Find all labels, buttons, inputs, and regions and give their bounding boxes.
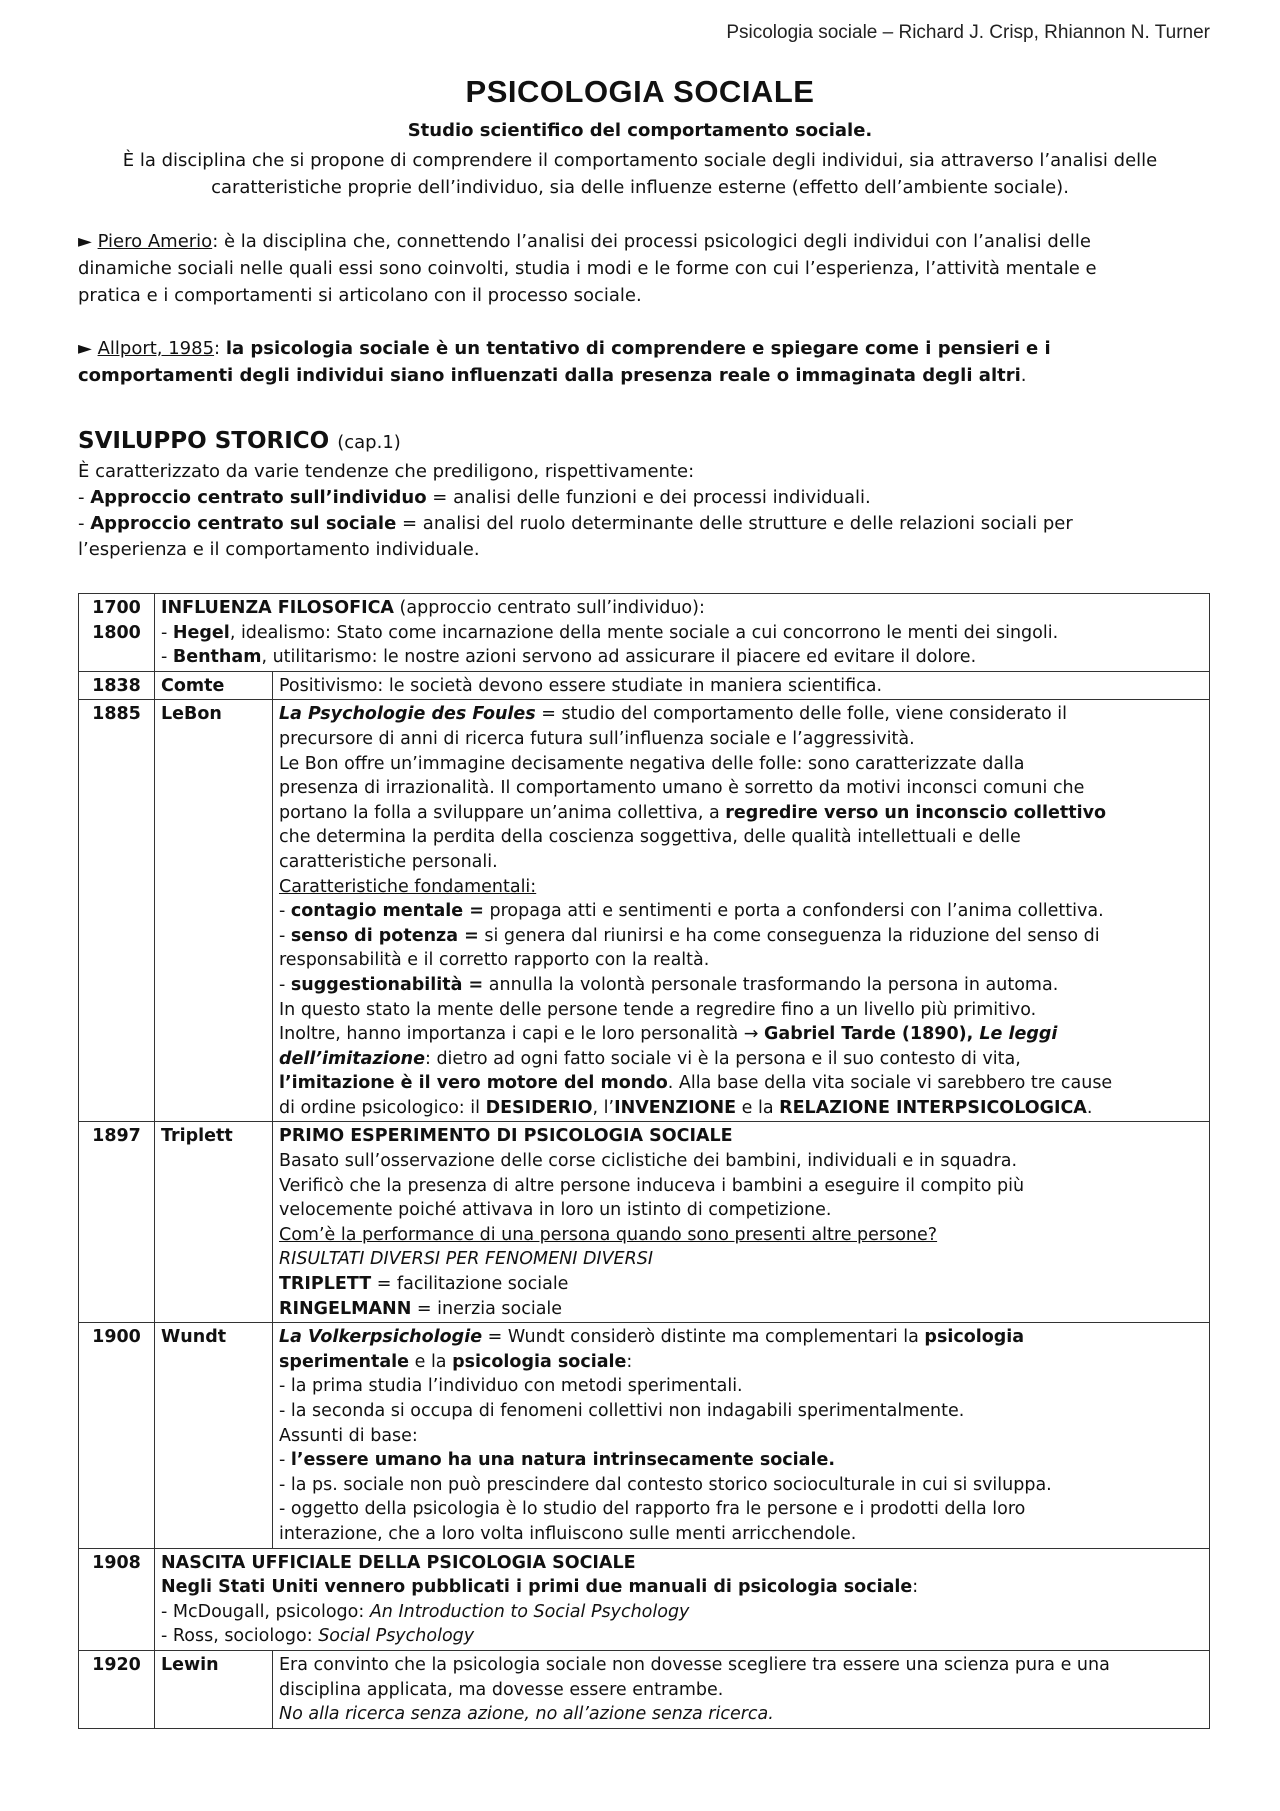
work-title: An Introduction to Social Psychology <box>369 1601 690 1622</box>
approach-line <box>78 511 1202 537</box>
row-text: . <box>1086 1097 1093 1118</box>
row-line <box>279 1350 1203 1375</box>
content-cell: Positivismo: le società devono essere studiate in maniera scientifica. <box>273 671 1210 700</box>
table-row <box>79 671 1210 700</box>
row-line: Verificò che la presenza di altre persone induceva i bambini a eseguire il compito più <box>279 1175 1025 1196</box>
year-cell <box>79 594 155 672</box>
table-row <box>79 700 1210 1122</box>
table-row <box>79 1650 1210 1728</box>
dash: - <box>78 513 91 534</box>
row-emphasis: regredire verso un inconscio collettivo <box>725 802 1107 823</box>
row-line <box>161 1624 1203 1649</box>
end-punct: . <box>1020 365 1027 386</box>
year-cell: 1838 <box>79 671 155 700</box>
philosopher-name: Bentham <box>172 647 262 668</box>
author-name: Allport, 1985 <box>97 338 215 359</box>
row-text: = inerzia sociale <box>411 1298 563 1319</box>
row-text: - Ross, sociologo: <box>161 1626 319 1647</box>
row-line <box>161 596 1203 621</box>
row-heading-rest: (approccio centrato sull’individuo): <box>393 598 705 618</box>
row-emphasis: l’essere umano ha una natura intrinsecamente sociale. <box>290 1450 835 1471</box>
table-row <box>79 1548 1210 1650</box>
year-cell: 1900 <box>79 1323 155 1548</box>
definition-text: la psicologia sociale è un tentativo di comprendere e spiegare come i pensieri e i <box>225 338 1051 359</box>
row-line: caratteristiche personali. <box>279 851 498 872</box>
row-text: , utilitarismo: le nostre azioni servono ad assicurare il piacere ed evitare il dolore. <box>261 647 977 668</box>
row-line <box>279 1071 1203 1096</box>
year-text: 1800 <box>92 622 141 643</box>
row-emphasis: contagio mentale = <box>290 901 484 922</box>
section-intro <box>78 459 1202 563</box>
row-text: : <box>912 1577 919 1598</box>
row-text: , idealismo: Stato come incarnazione della mente sociale a cui concorrono le menti dei singoli. <box>229 622 1059 643</box>
intro-line: È la disciplina che si propone di comprendere il comportamento sociale degli individui, sia attraverso l’analisi delle <box>122 150 1158 171</box>
row-heading: PRIMO ESPERIMENTO DI PSICOLOGIA SOCIALE <box>279 1126 733 1147</box>
content-cell <box>273 700 1210 1122</box>
page-title: PSICOLOGIA SOCIALE <box>465 74 815 109</box>
work-title: La Psychologie des Foules <box>279 704 536 725</box>
table-row <box>79 594 1210 672</box>
row-emphasis: sperimentale <box>279 1351 410 1372</box>
row-line: interazione, che a loro volta influiscono sulle menti arricchendole. <box>279 1523 857 1544</box>
row-line: - oggetto della psicologia è lo studio del rapporto fra le persone e i prodotti della loro <box>279 1499 1026 1520</box>
intro-line: caratteristiche proprie dell’individuo, sia delle influenze esterne (effetto dell’ambiente sociale). <box>211 177 1069 198</box>
row-text: propaga atti e sentimenti e porta a confondersi con l’anima collettiva. <box>483 901 1104 922</box>
name-cell: Lewin <box>155 1650 273 1728</box>
work-title: La Volkerpsichologie <box>279 1327 483 1348</box>
definition-line <box>78 335 1202 362</box>
name-cell: Comte <box>155 671 273 700</box>
row-emphasis: Negli Stati Uniti vennero pubblicati i primi due manuali di psicologia sociale <box>161 1577 913 1598</box>
row-emphasis: psicologia <box>924 1327 1025 1348</box>
running-header: Psicologia sociale – Richard J. Crisp, Rhiannon N. Turner <box>726 22 1210 43</box>
approach-line: l’esperienza e il comportamento individuale. <box>78 539 480 560</box>
definition-text: : è la disciplina che, connettendo l’analisi dei processi psicologici degli individui con l’analisi delle <box>212 231 1091 252</box>
dash: - <box>279 925 291 946</box>
bullet-arrow-icon: ► <box>78 338 98 359</box>
definition-allport <box>78 335 1202 389</box>
row-line <box>279 1297 1203 1322</box>
definition-line: pratica e i comportamenti si articolano con il processo sociale. <box>78 285 642 306</box>
row-line <box>279 1047 1203 1072</box>
row-quote: No alla ricerca senza azione, no all’azione senza ricerca. <box>279 1704 774 1725</box>
row-line <box>279 1448 1203 1473</box>
dash: - <box>279 901 291 922</box>
row-text: . Alla base della vita sociale vi sarebbero tre cause <box>667 1073 1113 1094</box>
author-name: Piero Amerio <box>97 231 213 252</box>
content-cell <box>273 1323 1210 1548</box>
row-emphasis: psicologia sociale <box>452 1351 627 1372</box>
timeline-table <box>78 593 1210 1729</box>
row-line <box>279 801 1203 826</box>
definition-text: comportamenti degli individui siano influenzati dalla presenza reale o immaginata degli altri <box>78 365 1021 386</box>
row-emphasis: INVENZIONE <box>614 1097 737 1118</box>
row-emphasis: RINGELMANN <box>279 1298 412 1319</box>
row-emphasis: senso di potenza = <box>290 925 479 946</box>
row-line <box>279 1022 1203 1047</box>
content-cell <box>273 1122 1210 1323</box>
row-heading: NASCITA UFFICIALE DELLA PSICOLOGIA SOCIALE <box>161 1552 636 1573</box>
work-title: dell’imitazione <box>279 1048 425 1069</box>
row-line <box>279 702 1203 727</box>
name-cell: Wundt <box>155 1323 273 1548</box>
row-text: si genera dal riunirsi e ha come conseguenza la riduzione del senso di <box>478 925 1100 946</box>
row-text: = Wundt considerò distinte ma complementari la <box>482 1327 925 1348</box>
separator: : <box>214 338 226 359</box>
bullet-arrow-icon: ► <box>78 231 98 252</box>
work-title: Le leggi <box>979 1024 1058 1045</box>
year-cell: 1920 <box>79 1650 155 1728</box>
row-line: disciplina applicata, ma dovesse essere entrambe. <box>279 1679 724 1700</box>
approach-desc: = analisi del ruolo determinante delle strutture e delle relazioni sociali per <box>396 513 1073 534</box>
row-text: annulla la volontà personale trasformando la persona in automa. <box>483 974 1059 995</box>
approach-desc: = analisi delle funzioni e dei processi individuali. <box>426 487 871 508</box>
row-emphasis: suggestionabilità = <box>290 974 484 995</box>
row-emphasis: Gabriel Tarde (1890), <box>764 1024 980 1045</box>
row-line: RISULTATI DIVERSI PER FENOMENI DIVERSI <box>279 1249 654 1270</box>
section-intro-line: È caratterizzato da varie tendenze che prediligono, rispettivamente: <box>78 461 695 482</box>
row-question: Com’è la performance di una persona quando sono presenti altre persone? <box>279 1224 938 1245</box>
work-title: Social Psychology <box>318 1626 475 1647</box>
row-line <box>161 645 1203 670</box>
content-cell <box>273 1650 1210 1728</box>
dash: - <box>279 1450 291 1471</box>
row-text: : dietro ad ogni fatto sociale vi è la persona e il suo contesto di vita, <box>424 1048 1021 1069</box>
philosopher-name: Hegel <box>172 622 230 643</box>
name-cell: Triplett <box>155 1122 273 1323</box>
row-line: responsabilità e il corretto rapporto con la realtà. <box>279 950 710 971</box>
year-cell: 1897 <box>79 1122 155 1323</box>
row-line: precursore di anni di ricerca futura sull’influenza sociale e l’aggressività. <box>279 728 915 749</box>
definition-line <box>78 228 1202 255</box>
row-emphasis: TRIPLETT <box>279 1274 372 1295</box>
row-line: Assunti di base: <box>279 1425 418 1446</box>
content-cell <box>155 1548 1210 1650</box>
year-cell: 1908 <box>79 1548 155 1650</box>
intro-paragraph <box>78 147 1202 201</box>
row-text: , l’ <box>592 1097 615 1118</box>
row-text: di ordine psicologico: il <box>279 1097 486 1118</box>
row-emphasis: RELAZIONE INTERPSICOLOGICA <box>779 1097 1087 1118</box>
approach-name: Approccio centrato sul sociale <box>90 513 397 534</box>
row-line <box>279 1325 1203 1350</box>
definition-amerio <box>78 228 1202 309</box>
row-subheading: Caratteristiche fondamentali: <box>279 876 537 897</box>
row-text: e la <box>736 1097 780 1118</box>
content-cell <box>155 594 1210 672</box>
row-line: - la prima studia l’individuo con metodi sperimentali. <box>279 1376 743 1397</box>
row-line <box>161 1575 1203 1600</box>
row-line <box>279 1272 1203 1297</box>
row-line <box>161 621 1203 646</box>
table-row <box>79 1122 1210 1323</box>
year-cell: 1885 <box>79 700 155 1122</box>
row-line <box>279 1096 1203 1121</box>
row-text: portano la folla a sviluppare un’anima collettiva, a <box>279 802 726 823</box>
section-title-text: SVILUPPO STORICO <box>78 428 330 454</box>
dash: - <box>279 974 291 995</box>
row-line: Le Bon offre un’immagine decisamente negativa delle folle: sono caratterizzate dalla <box>279 753 1025 774</box>
section-title <box>78 428 401 454</box>
row-line: - la ps. sociale non può prescindere dal contesto storico socioculturale in cui si sviluppa. <box>279 1474 1052 1495</box>
dash: - <box>161 647 173 668</box>
row-text: = studio del comportamento delle folle, viene considerato il <box>535 704 1067 725</box>
dash: - <box>78 487 91 508</box>
row-text: - McDougall, psicologo: <box>161 1601 370 1622</box>
row-text: Inoltre, hanno importanza i capi e le loro personalità → <box>279 1024 765 1045</box>
row-line: che determina la perdita della coscienza soggettiva, delle qualità intellettuali e delle <box>279 827 1021 848</box>
definition-line <box>78 362 1202 389</box>
dash: - <box>161 622 173 643</box>
approach-line <box>78 485 1202 511</box>
row-line <box>279 973 1203 998</box>
row-line: - la seconda si occupa di fenomeni collettivi non indagabili sperimentalmente. <box>279 1401 965 1421</box>
row-line: Era convinto che la psicologia sociale non dovesse scegliere tra essere una scienza pura e una <box>279 1654 1110 1675</box>
row-heading: INFLUENZA FILOSOFICA <box>161 598 394 618</box>
row-line: presenza di irrazionalità. Il comportamento umano è sorretto da motivi inconsci comuni che <box>279 778 1085 799</box>
name-cell: LeBon <box>155 700 273 1122</box>
definition-line: dinamiche sociali nelle quali essi sono coinvolti, studia i modi e le forme con cui l’esperienza, l’attività mentale e <box>78 258 1097 279</box>
row-line: In questo stato la mente delle persone tende a regredire fino a un livello più primitivo. <box>279 999 1037 1020</box>
approach-name: Approccio centrato sull’individuo <box>90 487 427 508</box>
row-line <box>279 899 1203 924</box>
row-line <box>279 924 1203 949</box>
row-text: : <box>626 1351 633 1372</box>
row-text: e la <box>409 1351 453 1372</box>
page-subtitle: Studio scientifico del comportamento sociale. <box>407 120 873 141</box>
row-line: Basato sull’osservazione delle corse ciclistiche dei bambini, individuali e in squadra. <box>279 1151 1018 1172</box>
chapter-ref: (cap.1) <box>337 432 401 453</box>
row-emphasis: DESIDERIO <box>485 1097 593 1118</box>
table-row <box>79 1323 1210 1548</box>
year-text: 1700 <box>92 598 141 618</box>
row-line <box>161 1600 1203 1625</box>
row-text: = facilitazione sociale <box>371 1274 569 1295</box>
row-emphasis: l’imitazione è il vero motore del mondo <box>279 1073 668 1094</box>
row-line: velocemente poiché attivava in loro un istinto di competizione. <box>279 1200 832 1221</box>
